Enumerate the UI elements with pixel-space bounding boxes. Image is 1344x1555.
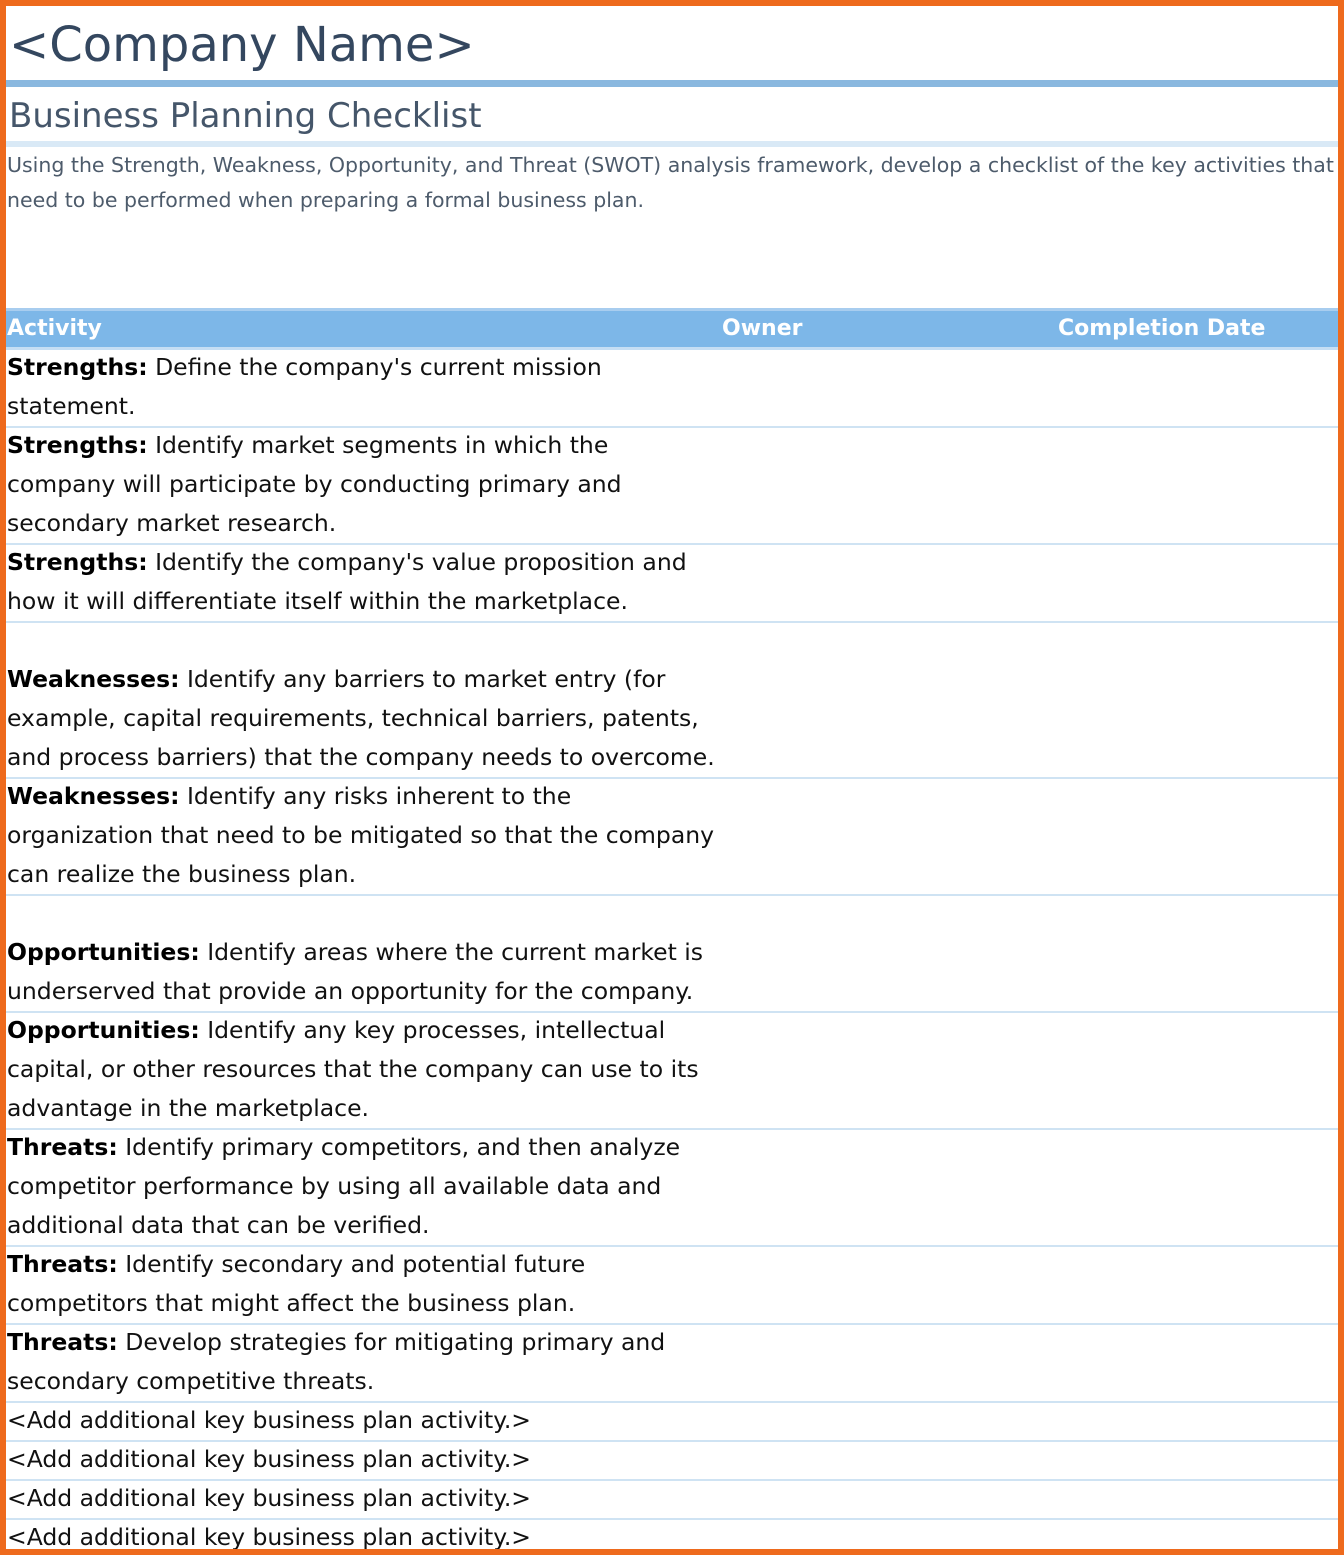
table-row[interactable] xyxy=(6,896,1338,1013)
table-row[interactable] xyxy=(6,1442,1338,1481)
header-owner[interactable]: Owner xyxy=(722,316,803,341)
title-divider xyxy=(6,80,1338,87)
activity-cell[interactable]: Strengths: Identify the company's value proposition and how it will differentiate itself within the marketplace. xyxy=(7,548,687,615)
activity-cell[interactable]: Threats: Identify primary competitors, and then analyze competitor performance by using all available data and additional data that can be verified. xyxy=(7,1133,681,1239)
subtitle-divider xyxy=(6,141,1338,147)
table-row[interactable] xyxy=(6,1130,1338,1247)
activity-cell[interactable]: Weaknesses: Identify any barriers to market entry (for example, capital requirements, technical barriers, patents, and process barriers) that the company needs to overcome. xyxy=(7,665,715,771)
table-row[interactable] xyxy=(6,1325,1338,1403)
table-header xyxy=(6,308,1338,350)
table-row[interactable] xyxy=(6,1013,1338,1130)
activity-cell[interactable]: Opportunities: Identify any key processes, intellectual capital, or other resources that the company can use to its advantage in the marketplace. xyxy=(7,1016,699,1122)
header-completion-date[interactable]: Completion Date xyxy=(1058,316,1266,341)
activity-cell[interactable]: Opportunities: Identify areas where the current market is underserved that provide an opportunity for the company. xyxy=(7,938,704,1005)
activity-cell[interactable]: Weaknesses: Identify any risks inherent to the organization that need to be mitigated so that the company can realize the business plan. xyxy=(7,782,715,888)
table-row[interactable] xyxy=(6,623,1338,779)
description: Using the Strength, Weakness, Opportunity, and Threat (SWOT) analysis framework, develop a checklist of the key activities that need to be performed when preparing a formal business plan. xyxy=(7,153,1334,212)
activity-cell[interactable]: <Add additional key business plan activity.> xyxy=(7,1445,531,1473)
table-row[interactable] xyxy=(6,545,1338,623)
activity-cell[interactable]: Threats: Identify secondary and potential future competitors that might affect the business plan. xyxy=(7,1250,586,1317)
table-row[interactable] xyxy=(6,1403,1338,1442)
activity-cell[interactable]: Strengths: Define the company's current mission statement. xyxy=(7,353,602,420)
activity-cell[interactable]: <Add additional key business plan activity.> xyxy=(7,1484,531,1512)
activity-cell[interactable]: Threats: Develop strategies for mitigating primary and secondary competitive threats. xyxy=(7,1328,666,1395)
activity-cell[interactable]: <Add additional key business plan activity.> xyxy=(7,1406,531,1434)
header-activity[interactable]: Activity xyxy=(7,316,102,341)
table-row[interactable] xyxy=(6,428,1338,545)
table-row[interactable] xyxy=(6,1247,1338,1325)
page-title: Business Planning Checklist xyxy=(9,96,482,136)
table-row[interactable] xyxy=(6,779,1338,896)
activity-cell[interactable]: <Add additional key business plan activity.> xyxy=(7,1523,531,1551)
table-row[interactable] xyxy=(6,1481,1338,1520)
table-row[interactable] xyxy=(6,350,1338,428)
table-row[interactable] xyxy=(6,1520,1338,1555)
checklist-table xyxy=(6,350,1338,1555)
activity-cell[interactable]: Strengths: Identify market segments in which the company will participate by conducting primary and secondary market research. xyxy=(7,431,622,537)
company-name[interactable]: <Company Name> xyxy=(9,17,475,73)
